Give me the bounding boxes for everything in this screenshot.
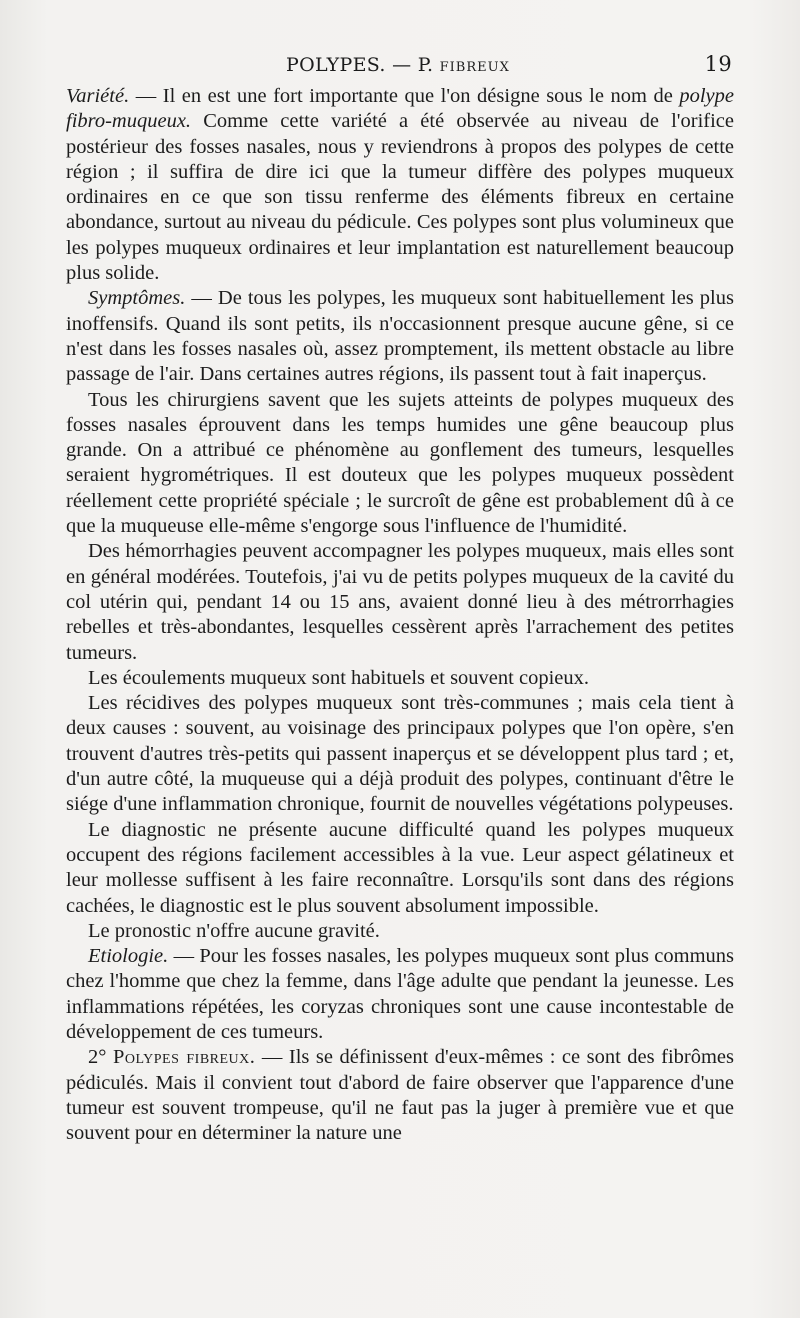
paragraph: Les récidives des polypes muqueux sont très-communes ; mais cela tient à deux causes : souvent, au voisinage des principaux polypes que l'on opère, s'en trouvent d'autres très-petits qui passent inaperçus et se développent plus tard ; et, d'un autre côté, la muqueuse qui a déjà produit des polypes, continuant d'être le siége d'une inflammation chronique, fournit de nouvelles végétations polypeuses. bbox=[66, 692, 734, 816]
paragraph: Tous les chirurgiens savent que les sujets atteints de polypes muqueux des fosses nasales éprouvent dans les temps humides une gêne beaucoup plus grande. On a attribué ce phénomène au gonflement des tumeurs, lesquelles seraient hygrométriques. Il est douteux que les polypes muqueux possèdent réellement cette propriété spéciale ; le surcroît de gêne est probablement dû à ce que la muqueuse elle-même s'engorge sous l'influence de l'humidité. bbox=[66, 388, 734, 538]
paragraph-text: — Pour les fosses nasales, les polypes muqueux sont plus communs chez l'homme que chez la femme, dans l'âge adulte que pendant la jeunesse. Les inflammations répétées, les coryzas chroniques sont une cause incontestable de développement de ces tumeurs. bbox=[66, 945, 734, 1043]
running-head-title bbox=[286, 54, 510, 76]
paragraph-text: — De tous les polypes, les muqueux sont habituellement les plus inoffensifs. Quand ils sont petits, ils n'occasionnent presque aucune gêne, si ce n'est dans les fosses nasales où, assez promptement, ils mettent obstacle au libre passage de l'air. Dans certaines autres régions, ils passent tout à fait inaperçus. bbox=[66, 287, 734, 386]
section-lead: Variété. bbox=[66, 85, 130, 107]
paragraph-text: — Ils se définissent d'eux-mêmes : ce sont des fibrômes pédiculés. Mais il convient tout d'abord de faire observer que l'apparence d'une tumeur est souvent trompeuse, qu'il ne faut pas la juger à première vue et que souvent pour en déterminer la nature une bbox=[66, 1046, 735, 1145]
paragraph: Le diagnostic ne présente aucune difficulté quand les polypes muqueux occupent des régions facilement accessibles à la vue. Leur aspect gélatineux et leur mollesse suffisent à les faire reconnaître. Lorsqu'ils sont dans des régions cachées, le diagnostic est le plus souvent absolument impossible. bbox=[66, 818, 734, 917]
running-head-subtitle: FIBREUX bbox=[439, 60, 510, 75]
page-number: 19 bbox=[704, 52, 732, 76]
paragraph: Des hémorrhagies peuvent accompagner les polypes muqueux, mais elles sont en général modérées. Toutefois, j'ai vu de petits polypes muqueux de la cavité du col utérin qui, pendant 14 ou 15 ans, avaient donné lieu à des métrorrhagies rebelles et très-abondantes, lesquelles cessèrent après l'arrachement des petites tumeurs. bbox=[66, 540, 734, 664]
section-number: 2° bbox=[88, 1046, 107, 1069]
section-lead: Symptômes. bbox=[88, 287, 186, 310]
paragraph: Les écoulements muqueux sont habituels et souvent copieux. bbox=[88, 666, 589, 689]
paragraph-text: Comme cette variété a été observée au niveau de l'orifice postérieur des fosses nasales, nous y reviendrons à propos des polypes de cette région ; il suffira de dire ici que la tumeur diffère des polypes muqueux ordinaires en ce que son tissu renferme des éléments fibreux en certaine abondance, surtout au niveau du pédicule. Ces polypes sont plus volumineux que les polypes muqueux ordinaires et leur implantation est naturellement beaucoup plus solide. bbox=[66, 110, 734, 285]
emphasis-term: polype fibro-muqueux. bbox=[66, 85, 734, 133]
body-text bbox=[66, 84, 734, 1146]
paragraph-symptomes bbox=[66, 286, 734, 387]
paragraph-etiologie bbox=[66, 944, 734, 1045]
paragraph-text: — Il en est une fort importante que l'on désigne sous le nom de bbox=[129, 85, 680, 107]
paragraph-polypes-fibreux bbox=[66, 1045, 734, 1146]
running-head-title-text: POLYPES. — P. bbox=[286, 54, 434, 76]
section-lead: Etiologie. bbox=[88, 945, 169, 968]
paragraph: Le pronostic n'offre aucune gravité. bbox=[88, 919, 380, 942]
section-heading: Polypes fibreux. bbox=[112, 1046, 256, 1069]
paragraph-variete bbox=[66, 84, 734, 286]
running-head bbox=[66, 50, 734, 80]
